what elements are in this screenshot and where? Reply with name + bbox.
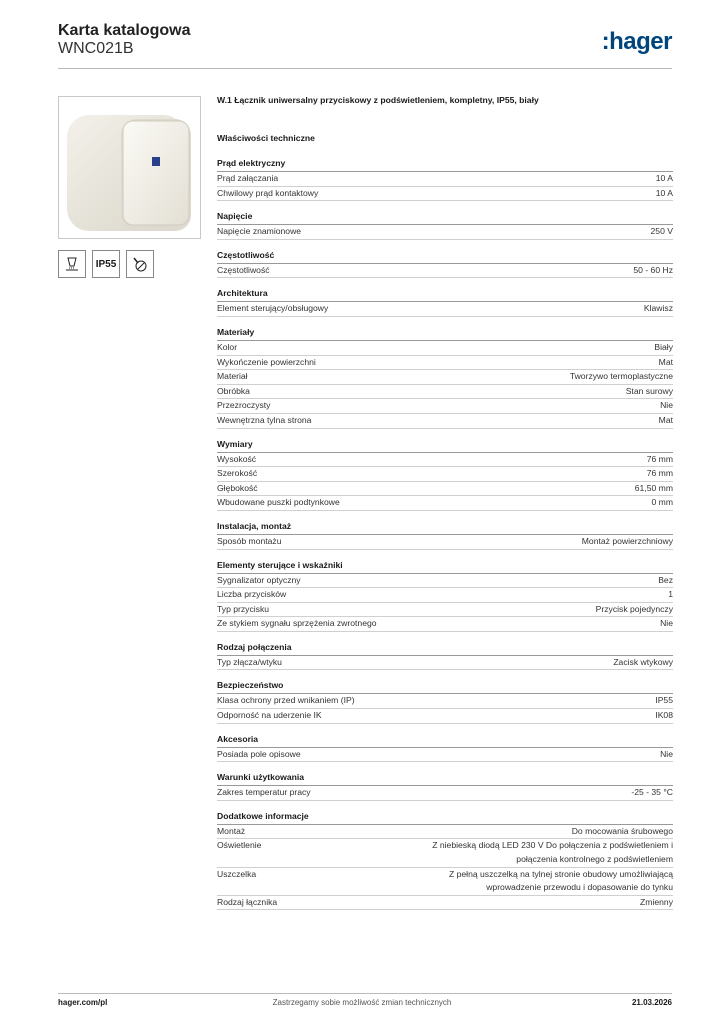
spec-row — [217, 656, 673, 671]
spec-value: Mat — [658, 356, 673, 367]
spec-row — [217, 467, 673, 482]
spec-row — [217, 588, 673, 603]
spec-group-title: Architektura — [217, 287, 673, 302]
spec-label: Sposób montażu — [217, 535, 282, 546]
spec-row — [217, 264, 673, 279]
spec-group-title: Akcesoria — [217, 733, 673, 748]
spec-label: Klasa ochrony przed wnikaniem (IP) — [217, 695, 355, 706]
spec-group-title: Elementy sterujące i wskaźniki — [217, 559, 673, 574]
led-lamp-icon — [58, 250, 86, 278]
spec-row — [217, 496, 673, 511]
spec-label: Kolor — [217, 341, 238, 352]
spec-row — [217, 574, 673, 589]
section-title: Właściwości techniczne — [217, 133, 315, 143]
spec-value: 10 A — [655, 187, 673, 198]
spec-value: Mat — [658, 414, 673, 425]
spec-value: Biały — [654, 341, 673, 352]
spec-row — [217, 825, 673, 840]
spec-label: Głębokość — [217, 482, 258, 493]
spec-label: Uszczelka — [217, 868, 257, 879]
spec-row — [217, 187, 673, 202]
spec-label: Wewnętrzna tylna strona — [217, 414, 312, 425]
spec-label: Montaż — [217, 825, 246, 836]
spec-label: Typ złącza/wtyku — [217, 656, 282, 667]
spec-row — [217, 482, 673, 497]
spec-group — [217, 438, 673, 511]
spec-value: 50 - 60 Hz — [633, 264, 673, 275]
spec-value: IP55 — [655, 695, 673, 706]
spec-value: Zacisk wtykowy — [613, 656, 673, 667]
spec-value: 61,50 mm — [634, 482, 673, 493]
spec-label: Typ przycisku — [217, 603, 270, 614]
spec-value: 10 A — [655, 173, 673, 183]
spec-group — [217, 771, 673, 801]
terminal-icon — [126, 250, 154, 278]
spec-label: Przezroczysty — [217, 400, 271, 411]
spec-group-title: Wymiary — [217, 438, 673, 453]
spec-label: Obróbka — [217, 385, 250, 396]
spec-value: Nie — [660, 400, 673, 411]
spec-value: 76 mm — [646, 453, 673, 464]
spec-row — [217, 617, 673, 632]
spec-value: Tworzywo termoplastyczne — [569, 371, 673, 382]
spec-value: Klawisz — [643, 303, 673, 314]
spec-label: Rodzaj łącznika — [217, 896, 278, 907]
hager-logo: :hager — [601, 28, 672, 55]
page-title: Karta katalogowa — [58, 22, 191, 39]
spec-label: Szerokość — [217, 468, 258, 479]
spec-row — [217, 453, 673, 468]
spec-row — [217, 356, 673, 371]
ip55-icon: IP55 — [92, 250, 120, 278]
spec-value: Zmienny — [640, 896, 673, 907]
feature-icons — [58, 250, 154, 278]
spec-label: Liczba przycisków — [217, 589, 287, 600]
spec-group — [217, 679, 673, 723]
spec-value: 1 — [668, 589, 673, 600]
spec-label: Oświetlenie — [217, 840, 262, 851]
spec-label: Ze stykiem sygnału sprzężenia zwrotnego — [217, 618, 377, 629]
spec-group-title: Napięcie — [217, 210, 673, 225]
spec-row — [217, 709, 673, 724]
spec-value: Z niebieską diodą LED 230 V Do połączenia z podświetleniem i połączenia kontrolnego z podświetleniem — [432, 840, 673, 865]
spec-group — [217, 157, 673, 201]
spec-group-title: Rodzaj połączenia — [217, 641, 673, 656]
product-code: WNC021B — [58, 40, 134, 57]
spec-row — [217, 399, 673, 414]
spec-value: Montaż powierzchniowy — [581, 535, 673, 546]
spec-group — [217, 520, 673, 550]
spec-groups — [217, 157, 673, 910]
spec-sheet — [217, 95, 673, 919]
spec-row — [217, 839, 673, 867]
spec-group-title: Dodatkowe informacje — [217, 810, 673, 825]
spec-label: Materiał — [217, 371, 248, 382]
spec-row — [217, 302, 673, 317]
spec-value: Bez — [658, 574, 673, 585]
spec-row — [217, 535, 673, 550]
footer-disclaimer: Zastrzegamy sobie możliwość zmian technicznych — [272, 998, 452, 1007]
spec-label: Zakres temperatur pracy — [217, 787, 311, 798]
spec-row — [217, 341, 673, 356]
spec-row — [217, 172, 673, 187]
spec-value: Przycisk pojedynczy — [595, 603, 673, 614]
spec-value: -25 - 35 °C — [631, 787, 673, 798]
spec-row — [217, 370, 673, 385]
spec-value: 250 V — [650, 226, 673, 237]
spec-group — [217, 733, 673, 763]
spec-label: Posiada pole opisowe — [217, 748, 301, 759]
spec-group — [217, 210, 673, 240]
spec-value: Z pełną uszczelką na tylnej stronie obudowy umożliwiającą wprowadzenie przewodu i dopasowanie do tynku — [448, 868, 673, 893]
spec-label: Częstotliwość — [217, 264, 270, 275]
spec-value: Nie — [660, 618, 673, 629]
spec-value: 0 mm — [651, 497, 673, 508]
spec-group-title: Prąd elektryczny — [217, 157, 673, 172]
spec-label: Napięcie znamionowe — [217, 226, 302, 237]
spec-row — [217, 868, 673, 896]
spec-group-title: Warunki użytkowania — [217, 771, 673, 786]
spec-row — [217, 694, 673, 709]
footer-date: 21.03.2026 — [631, 998, 672, 1007]
spec-group — [217, 249, 673, 279]
header-divider — [58, 68, 672, 69]
spec-group — [217, 641, 673, 671]
spec-label: Element sterujący/obsługowy — [217, 303, 329, 314]
spec-group-title: Materiały — [217, 326, 673, 341]
spec-group-title: Instalacja, montaż — [217, 520, 673, 535]
spec-group — [217, 559, 673, 632]
spec-row — [217, 896, 673, 911]
spec-label: Wysokość — [217, 453, 257, 464]
spec-value: Stan surowy — [625, 385, 673, 396]
footer-website: hager.com/pl — [58, 998, 108, 1007]
spec-label: Prąd załączania — [217, 173, 279, 183]
spec-group-title: Bezpieczeństwo — [217, 679, 673, 694]
spec-label: Sygnalizator optyczny — [217, 574, 301, 585]
spec-value: Nie — [660, 748, 673, 759]
spec-group — [217, 810, 673, 911]
spec-label: Wbudowane puszki podtynkowe — [217, 497, 340, 508]
spec-label: Wykończenie powierzchni — [217, 356, 316, 367]
spec-value: Do mocowania śrubowego — [571, 825, 673, 836]
spec-value: 76 mm — [646, 468, 673, 479]
spec-row — [217, 225, 673, 240]
product-photo — [58, 96, 201, 239]
product-title: W.1 Łącznik uniwersalny przyciskowy z podświetleniem, kompletny, IP55, biały — [217, 95, 539, 105]
spec-row — [217, 786, 673, 801]
spec-row — [217, 414, 673, 429]
spec-label: Odporność na uderzenie IK — [217, 710, 322, 721]
spec-row — [217, 603, 673, 618]
spec-group — [217, 287, 673, 317]
spec-value: IK08 — [655, 710, 673, 721]
spec-row — [217, 385, 673, 400]
spec-label: Chwilowy prąd kontaktowy — [217, 187, 319, 198]
footer-divider — [58, 993, 672, 994]
spec-group-title: Częstotliwość — [217, 249, 673, 264]
spec-row — [217, 748, 673, 763]
spec-group — [217, 326, 673, 429]
